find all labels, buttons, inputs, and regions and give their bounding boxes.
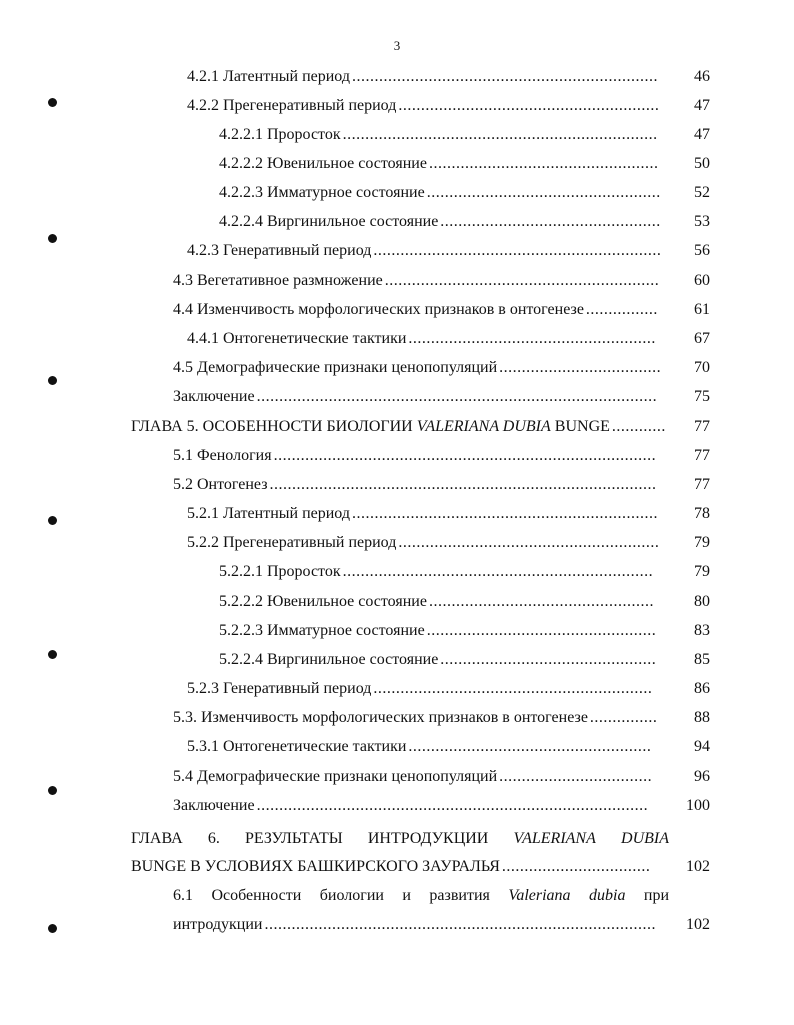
binding-hole-mark bbox=[48, 516, 57, 525]
toc-entry-title: 4.2.2.2 Ювенильное состояние bbox=[219, 155, 427, 172]
binding-hole-mark bbox=[48, 98, 57, 107]
toc-leader-dots: ....................................................... bbox=[408, 330, 656, 347]
section61-title-line1: 6.1 Особенности биологии и развития Valeriana dubia при bbox=[173, 887, 670, 904]
toc-entry-page: 46 bbox=[694, 68, 710, 85]
toc-entry-title: Заключение bbox=[173, 797, 255, 814]
toc-entry-page: 85 bbox=[694, 651, 710, 668]
toc-entry-title: интродукции bbox=[173, 916, 263, 933]
toc-entry-title: 5.2.1 Латентный период bbox=[187, 505, 350, 522]
toc-entry bbox=[0, 470, 794, 499]
toc-entry-title: 5.3.1 Онтогенетические тактики bbox=[187, 738, 407, 755]
toc-entry-page: 96 bbox=[694, 768, 710, 785]
toc-entry-page: 83 bbox=[694, 622, 710, 639]
toc-entry-page: 77 bbox=[694, 476, 710, 493]
toc-entry-title: 4.4.1 Онтогенетические тактики bbox=[187, 330, 407, 347]
toc-entry-title: 5.3. Изменчивость морфологических признаков в онтогенезе bbox=[173, 709, 588, 726]
toc-entry-page: 94 bbox=[694, 738, 710, 755]
toc-leader-dots: ................ bbox=[585, 301, 658, 318]
toc-entry bbox=[0, 324, 794, 353]
toc-entry-title: 5.2.2.2 Ювенильное состояние bbox=[219, 593, 427, 610]
toc-entry-title: 4.5 Демографические признаки ценопопуляций bbox=[173, 359, 498, 376]
toc-leader-dots: .................................... bbox=[499, 359, 662, 376]
toc-entry-page: 88 bbox=[694, 709, 710, 726]
toc-leader-dots: ............... bbox=[589, 709, 658, 726]
toc-entry bbox=[0, 236, 794, 265]
toc-entry bbox=[0, 266, 794, 295]
toc-entry-page: 47 bbox=[694, 97, 710, 114]
toc-leader-dots: ......................................................................................... bbox=[256, 388, 658, 405]
toc-entry bbox=[0, 295, 794, 324]
toc-entry bbox=[0, 587, 794, 616]
toc-entry-page: 60 bbox=[694, 272, 710, 289]
toc-leader-dots: .............................................................. bbox=[373, 680, 653, 697]
toc-entry bbox=[0, 441, 794, 470]
toc-entry-title: 5.2.2.3 Имматурное состояние bbox=[219, 622, 425, 639]
toc-entry-page: 102 bbox=[686, 916, 710, 933]
toc-leader-dots: ................................................... bbox=[428, 155, 659, 172]
toc-entry bbox=[0, 178, 794, 207]
toc-entry bbox=[0, 732, 794, 761]
toc-leader-dots: ...................................................................... bbox=[342, 126, 658, 143]
toc-entry-title: BUNGE В УСЛОВИЯХ БАШКИРСКОГО ЗАУРАЛЬЯ bbox=[131, 858, 500, 875]
toc-leader-dots: .................................................... bbox=[426, 184, 661, 201]
toc-entry-title: 4.2.2.4 Виргинильное состояние bbox=[219, 213, 439, 230]
toc-leader-dots: ................................................. bbox=[440, 213, 661, 230]
toc-leader-dots: .................................. bbox=[499, 768, 653, 785]
toc-entry-page: 52 bbox=[694, 184, 710, 201]
toc-entry-page: 77 bbox=[694, 447, 710, 464]
toc-entry-title: 5.2.2.4 Виргинильное состояние bbox=[219, 651, 439, 668]
toc-entry-page: 86 bbox=[694, 680, 710, 697]
toc-leader-dots: ................................. bbox=[501, 858, 651, 875]
toc-leader-dots: ............ bbox=[611, 418, 666, 435]
toc-leader-dots: ...................................................................................... bbox=[269, 476, 657, 493]
binding-hole-mark bbox=[48, 376, 57, 385]
toc-entry-title: Заключение bbox=[173, 388, 255, 405]
toc-entry-title: 5.1 Фенология bbox=[173, 447, 272, 464]
toc-entry-title: ГЛАВА 5. ОСОБЕННОСТИ БИОЛОГИИ VALERIANA DUBIA BUNGE bbox=[131, 418, 610, 435]
toc-entry bbox=[0, 149, 794, 178]
binding-hole-mark bbox=[48, 234, 57, 243]
toc-leader-dots: .................................................................... bbox=[351, 68, 658, 85]
toc-entry-title: 5.2.2 Прегенеративный период bbox=[187, 534, 397, 551]
toc-entry-page: 56 bbox=[694, 242, 710, 259]
toc-entry bbox=[0, 120, 794, 149]
toc-entry-page: 102 bbox=[686, 858, 710, 875]
toc-leader-dots: .................................................................... bbox=[351, 505, 658, 522]
toc-entry-page: 77 bbox=[694, 418, 710, 435]
toc-entry-page: 61 bbox=[694, 301, 710, 318]
toc-entry bbox=[0, 207, 794, 236]
toc-entry-title: 4.2.2 Прегенеративный период bbox=[187, 97, 397, 114]
binding-hole-mark bbox=[48, 924, 57, 933]
chapter6-title-line2 bbox=[0, 852, 794, 881]
toc-entry bbox=[0, 616, 794, 645]
toc-entry-title: 5.2.3 Генеративный период bbox=[187, 680, 372, 697]
chapter6-title-line1: ГЛАВА 6. РЕЗУЛЬТАТЫ ИНТРОДУКЦИИ VALERIANA DUBIA bbox=[131, 830, 670, 847]
toc-leader-dots: ....................................................................................... bbox=[264, 916, 656, 933]
toc-leader-dots: ................................................... bbox=[426, 622, 657, 639]
toc-leader-dots: ..................................................................................... bbox=[273, 447, 657, 464]
toc-entry bbox=[0, 499, 794, 528]
toc-entry-page: 80 bbox=[694, 593, 710, 610]
toc-entry bbox=[0, 762, 794, 791]
toc-entry-title: 5.2.2.1 Проросток bbox=[219, 563, 341, 580]
toc-entry-title: 4.2.3 Генеративный период bbox=[187, 242, 372, 259]
toc-entry bbox=[0, 62, 794, 91]
toc-leader-dots: .......................................................... bbox=[398, 97, 660, 114]
toc-entry bbox=[0, 645, 794, 674]
toc-leader-dots: .......................................................... bbox=[398, 534, 660, 551]
toc-entry bbox=[0, 557, 794, 586]
toc-leader-dots: .................................................. bbox=[428, 593, 654, 610]
toc-entry bbox=[0, 703, 794, 732]
binding-hole-mark bbox=[48, 650, 57, 659]
toc-entry bbox=[0, 353, 794, 382]
toc-entry-page: 47 bbox=[694, 126, 710, 143]
toc-entry-title: 4.2.2.1 Проросток bbox=[219, 126, 341, 143]
toc-entry bbox=[0, 412, 794, 441]
toc-entry-page: 100 bbox=[686, 797, 710, 814]
toc-entry bbox=[0, 91, 794, 120]
toc-leader-dots: ..................................................................... bbox=[342, 563, 654, 580]
toc-leader-dots: ................................................ bbox=[440, 651, 657, 668]
toc-entry bbox=[0, 791, 794, 820]
toc-leader-dots: ....................................................................................... bbox=[256, 797, 649, 814]
toc-entry-page: 50 bbox=[694, 155, 710, 172]
toc-entry-page: 67 bbox=[694, 330, 710, 347]
toc-entry-title: 4.2.1 Латентный период bbox=[187, 68, 350, 85]
toc-leader-dots: ...................................................... bbox=[408, 738, 652, 755]
page-number: 3 bbox=[393, 38, 401, 53]
toc-entry-title: 4.4 Изменчивость морфологических признаков в онтогенезе bbox=[173, 301, 584, 318]
toc-entry bbox=[0, 528, 794, 557]
toc-entry-page: 70 bbox=[694, 359, 710, 376]
toc-entry-page: 78 bbox=[694, 505, 710, 522]
toc-entry-title: 4.3 Вегетативное размножение bbox=[173, 272, 383, 289]
toc-entry bbox=[0, 674, 794, 703]
toc-entry-title: 5.2 Онтогенез bbox=[173, 476, 268, 493]
toc-leader-dots: ................................................................ bbox=[373, 242, 662, 259]
toc-entry-page: 79 bbox=[694, 563, 710, 580]
section61-title-line2 bbox=[0, 910, 794, 939]
toc-entry-title: 5.4 Демографические признаки ценопопуляций bbox=[173, 768, 498, 785]
toc-entry-page: 79 bbox=[694, 534, 710, 551]
toc-leader-dots: ............................................................. bbox=[384, 272, 660, 289]
toc-entry-page: 75 bbox=[694, 388, 710, 405]
toc-entry bbox=[0, 382, 794, 411]
toc-entry-page: 53 bbox=[694, 213, 710, 230]
binding-hole-mark bbox=[48, 786, 57, 795]
toc-entry-title: 4.2.2.3 Имматурное состояние bbox=[219, 184, 425, 201]
